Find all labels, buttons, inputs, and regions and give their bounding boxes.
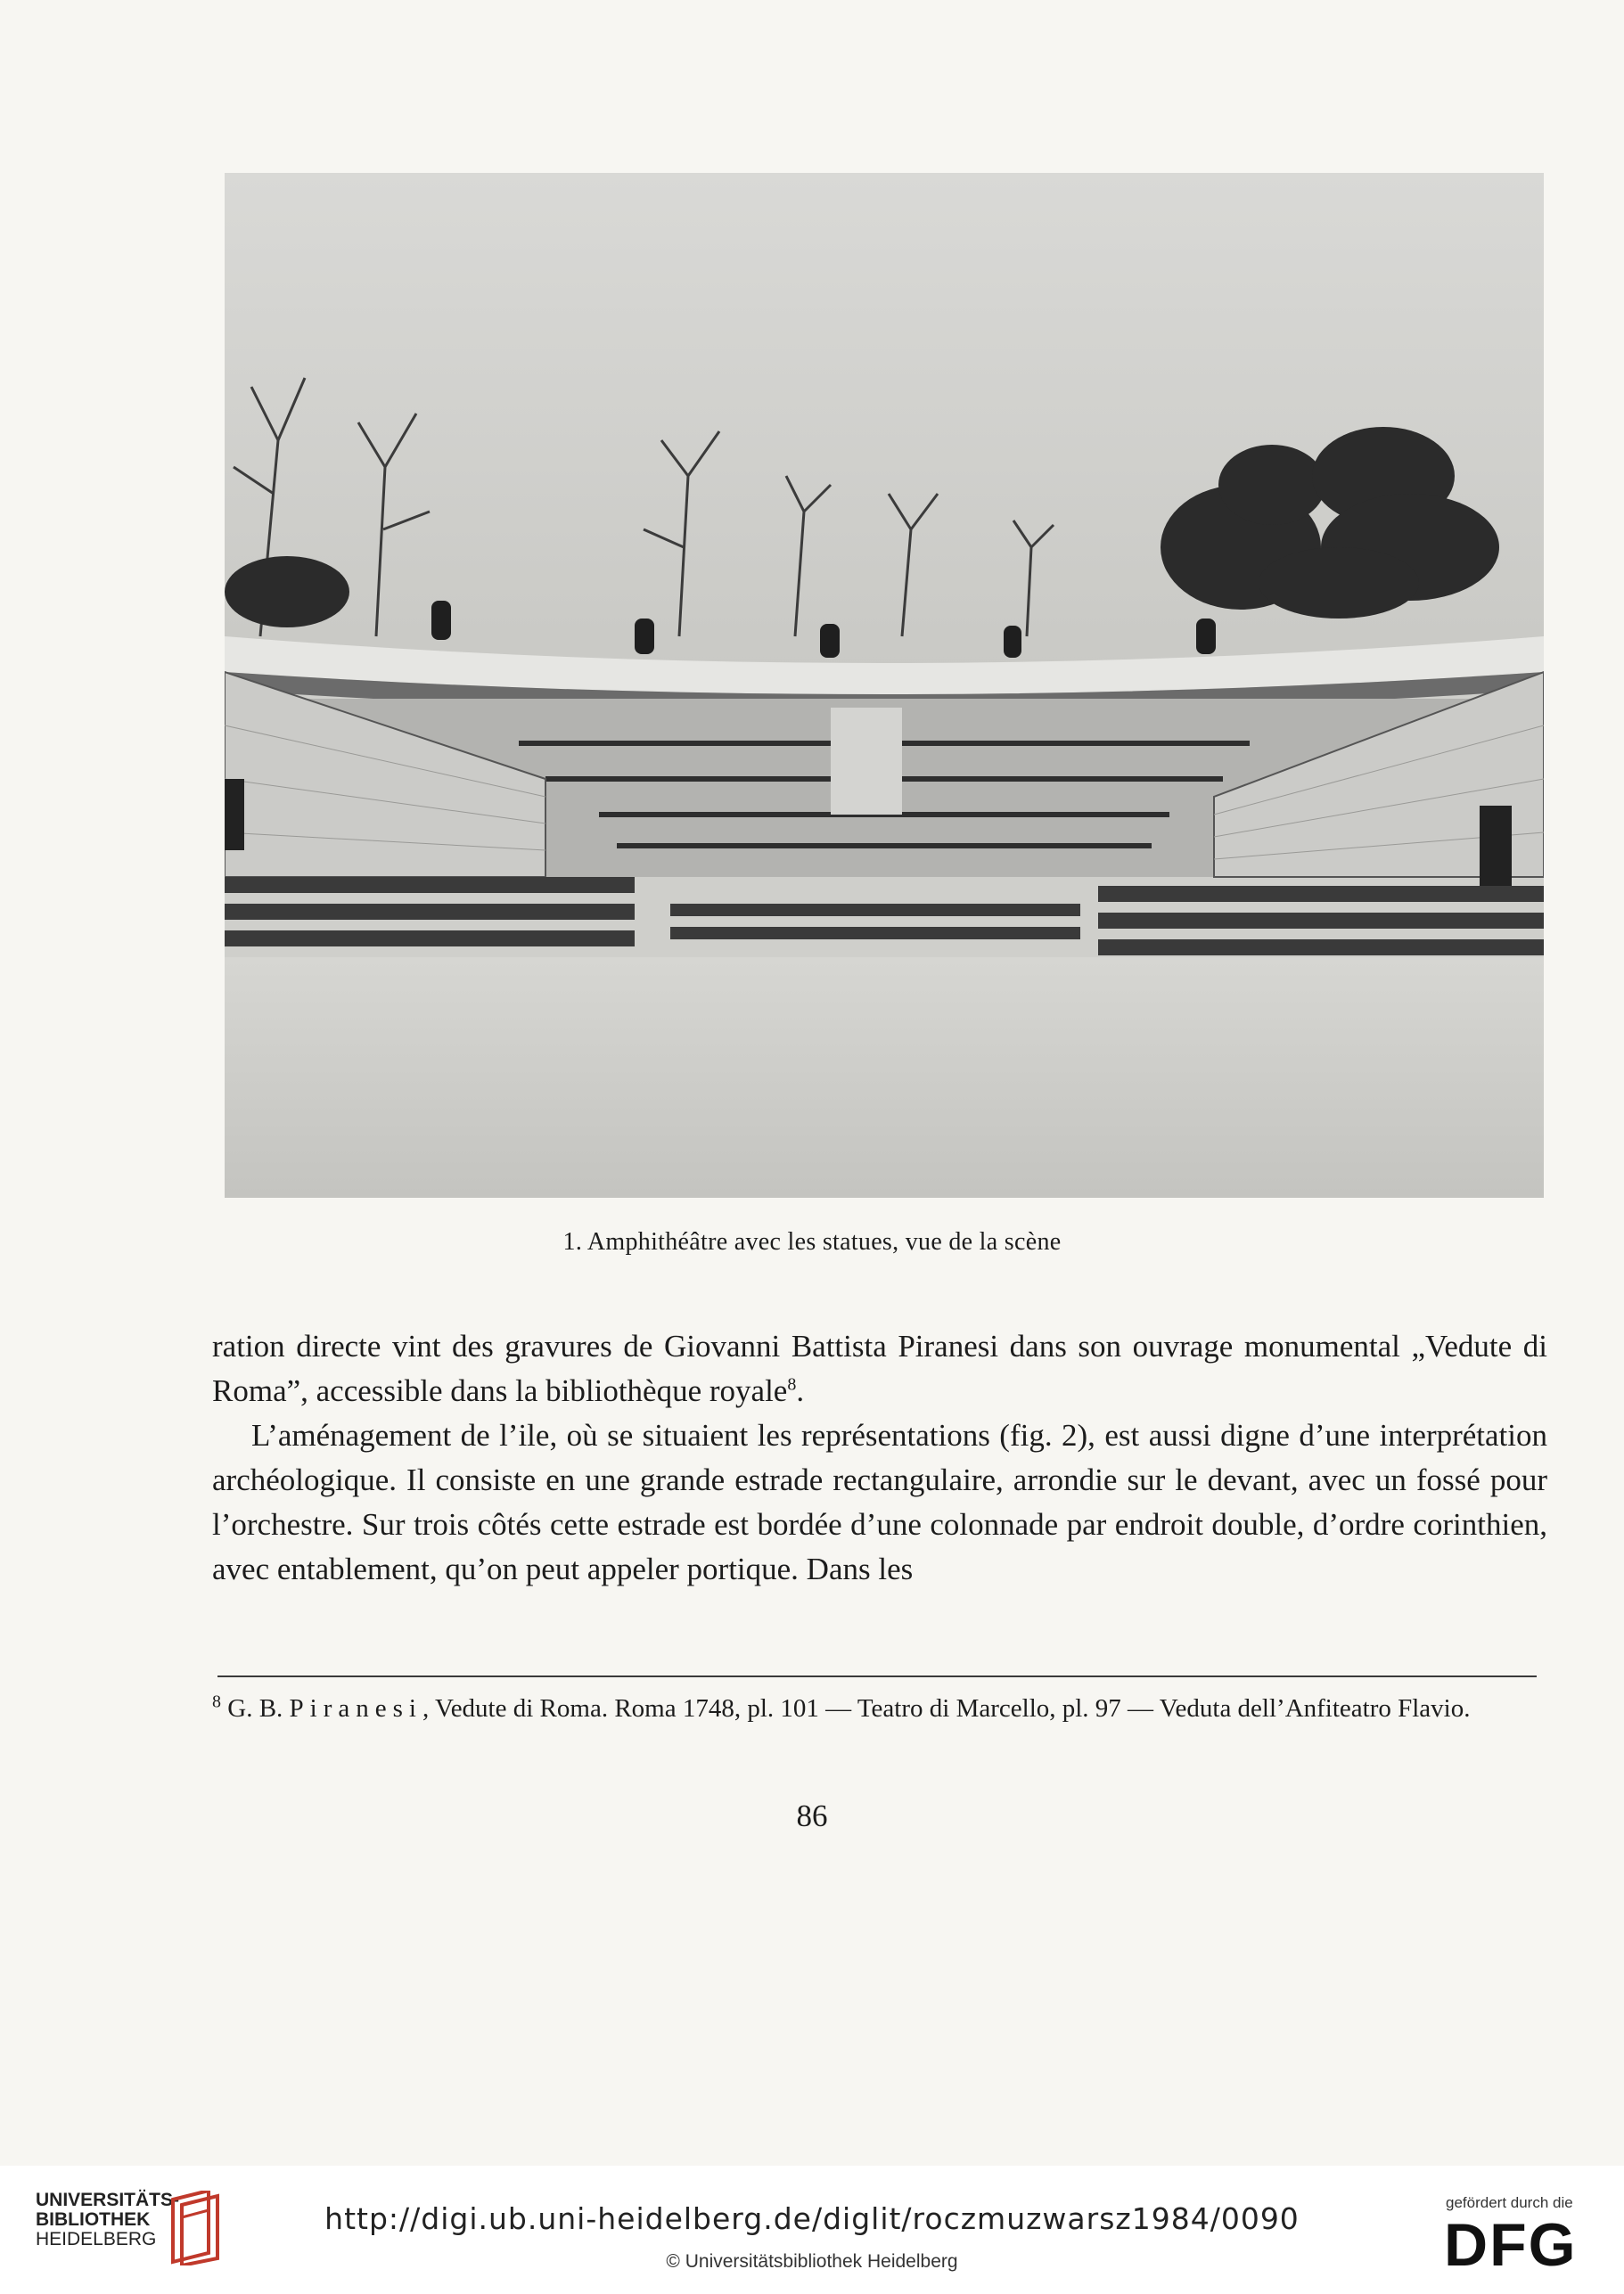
paragraph-1-end: . [796,1373,805,1408]
library-name-line2: BIBLIOTHEK [36,2209,151,2230]
footnote-initials: G. B. [227,1694,283,1723]
sponsor-label: gefördert durch die [1446,2194,1573,2211]
amphitheatre-photograph [225,173,1544,1198]
page-number: 86 [796,1798,828,1833]
footnote [212,1690,1544,1727]
dfg-logo[interactable]: DFG [1444,2211,1578,2279]
footnote-text: , Vedute di Roma. Roma 1748, pl. 101 — Teatro di Marcello, pl. 97 — Veduta dell’Anfiteatro Flavio. [422,1694,1471,1723]
paragraph-1-text: ration directe vint des gravures de Giovanni Battista Piranesi dans son ouvrage monumental „Vedute di Roma”, accessible dans la bibliothèque royale [212,1329,1547,1408]
photo-illustration [225,173,1544,1198]
footnote-number: 8 [212,1692,221,1712]
paragraph-1 [212,1324,1547,1413]
copyright-notice: © Universitätsbibliothek Heidelberg [666,2251,958,2272]
footnote-reference: 8 [787,1374,797,1395]
paragraph-2: L’aménagement de l’ile, où se situaient les représentations (fig. 2), est aussi digne d’une interprétation archéologique. Il consiste en une grande estrade rectangulaire, arrondie sur le devant, avec un fossé pour l’orchestre. Sur trois côtés cette estrade est bordée d’une colonnade par endroit double, d’ordre corinthien, avec entablement, qu’on peut appeler portique. Dans les [212,1418,1547,1586]
footnote-divider [217,1675,1537,1677]
permalink-url[interactable]: http://digi.ub.uni-heidelberg.de/diglit/roczmuzwarsz1984/0090 [324,2201,1300,2236]
body-text [212,1324,1547,1592]
library-name-line1: UNIVERSITÄTS- [36,2190,180,2210]
library-name-line3: HEIDELBERG [36,2229,157,2249]
figure-caption: 1. Amphithéâtre avec les statues, vue de la scène [562,1228,1062,1256]
footnote-author: Piranesi [289,1694,422,1723]
